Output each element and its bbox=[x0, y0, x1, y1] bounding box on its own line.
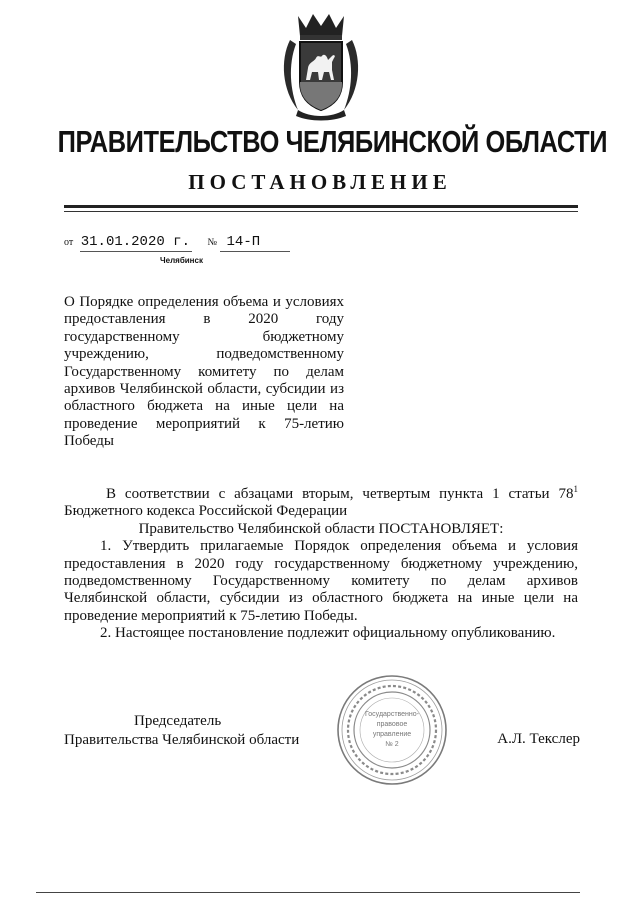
seal-text-line: № 2 bbox=[385, 741, 399, 748]
preamble-text: В соответствии с абзацами вторым, четвертым пункта 1 статьи 78 bbox=[106, 486, 574, 502]
item-1-line: подведомственному Государственному комитету по делам архивов bbox=[64, 573, 578, 590]
article-superscript: 1 bbox=[573, 484, 578, 494]
number-label: № bbox=[207, 237, 218, 248]
subject-line: О Порядке определения объема и условиях bbox=[64, 294, 344, 310]
preamble-line bbox=[64, 486, 578, 503]
date-label: от bbox=[64, 237, 74, 248]
subject-line: архивов Челябинской области, субсидии из bbox=[64, 381, 344, 398]
number-underline bbox=[220, 251, 290, 252]
document-subject bbox=[64, 294, 344, 451]
document-body bbox=[64, 486, 578, 643]
signatory-position-line1: Председатель bbox=[134, 713, 222, 729]
item-1-line: 1. Утвердить прилагаемые Порядок определения объема и условия bbox=[100, 538, 578, 555]
government-title: ПРАВИТЕЛЬСТВО ЧЕЛЯБИНСКОЙ ОБЛАСТИ bbox=[57, 124, 608, 159]
subject-line: проведение мероприятий к 75-летию bbox=[64, 415, 344, 432]
seal-text-line: Государственно- bbox=[364, 711, 420, 718]
document-number: 14-П bbox=[226, 234, 261, 250]
item-1-line: Челябинской области, субсидии из областного бюджета на иные цели на bbox=[64, 590, 578, 607]
preamble-line: Бюджетного кодекса Российской Федерации bbox=[64, 503, 348, 520]
header-divider-thin bbox=[64, 211, 578, 212]
item-1-line: проведение мероприятий к 75-летию Победы. bbox=[64, 607, 358, 624]
seal-text-line: правовое bbox=[376, 721, 408, 728]
subject-line: государственному бюджетному bbox=[64, 328, 344, 345]
document-date: 31.01.2020 г. bbox=[80, 234, 190, 250]
document-type-title: ПОСТАНОВЛЕНИЕ bbox=[188, 170, 452, 194]
subject-line: областного бюджета на иные цели на bbox=[64, 398, 344, 415]
footer-divider bbox=[36, 892, 580, 893]
item-2-line: 2. Настоящее постановление подлежит официальному опубликованию. bbox=[100, 625, 556, 642]
city-name: Челябинск bbox=[160, 256, 203, 265]
decree-line: Правительство Челябинской области ПОСТАНОВЛЯЕТ: bbox=[138, 520, 504, 537]
official-seal-stamp bbox=[328, 672, 456, 788]
signatory-position bbox=[64, 712, 299, 750]
date-number-line bbox=[64, 234, 260, 250]
subject-line: Победы bbox=[64, 433, 114, 450]
subject-line: предоставления в 2020 году bbox=[64, 311, 344, 328]
header-divider-thick bbox=[64, 205, 578, 208]
subject-line: Государственному комитету по делам bbox=[64, 363, 344, 380]
chelyabinsk-coat-of-arms-icon bbox=[276, 10, 366, 122]
signatory-name: А.Л. Текслер bbox=[497, 731, 580, 747]
seal-text-line: управление bbox=[372, 731, 412, 738]
subject-line: учреждению, подведомственному bbox=[64, 346, 344, 363]
signatory-position-line2: Правительства Челябинской области bbox=[64, 732, 300, 748]
date-underline bbox=[80, 251, 192, 252]
item-1-line: предоставления в 2020 году государственному бюджетному учреждению, bbox=[64, 555, 578, 572]
